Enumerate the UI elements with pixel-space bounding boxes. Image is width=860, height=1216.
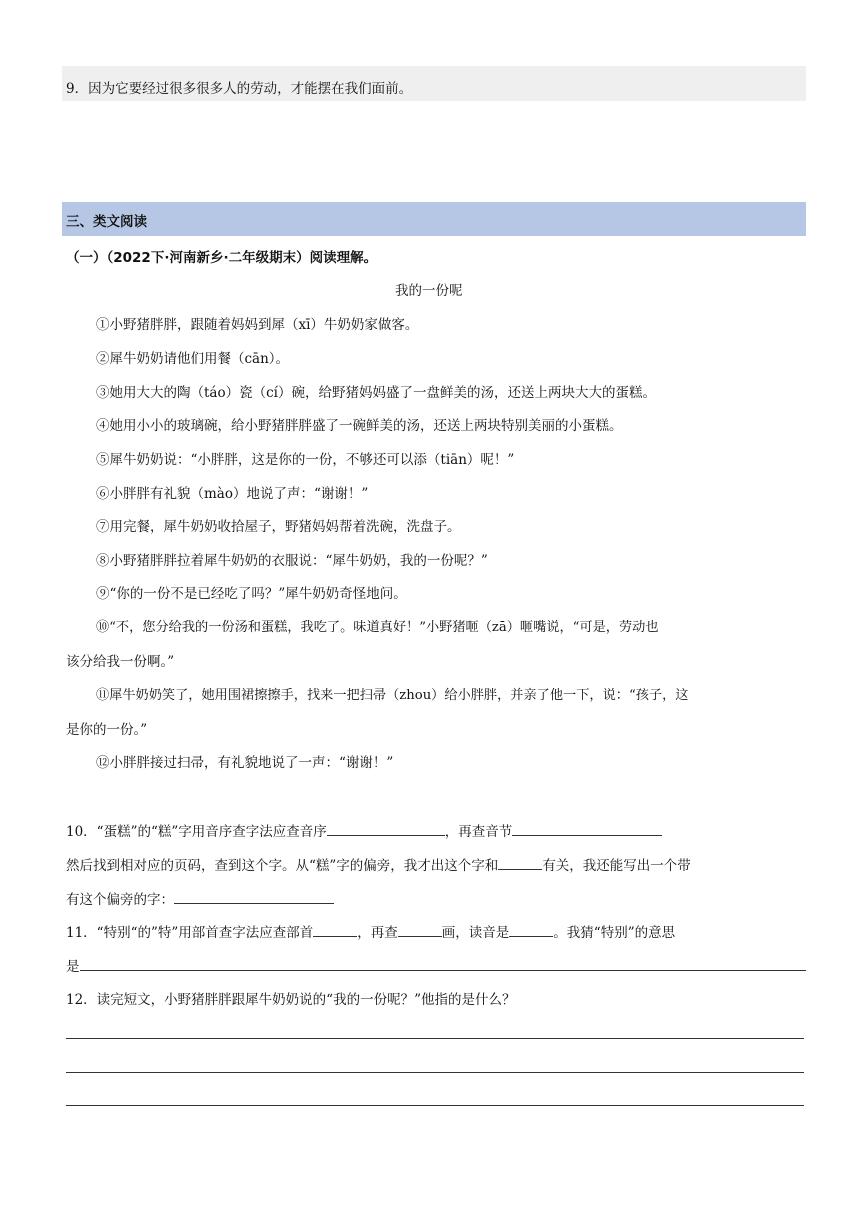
question-11-text-b: ，再查 [357, 925, 398, 941]
story-paragraph-10-line-1: ⑩“不，您分给我的一份汤和蛋糕，我吃了。味道真好！”小野猪咂（zā）咂嘴说，“可是，劳动也 [96, 620, 659, 635]
answer-line-3[interactable] [66, 1105, 804, 1106]
story-title: 我的一份呢 [395, 283, 463, 299]
section-title: 三、类文阅读 [66, 214, 147, 230]
question-11-text-e: 是 [66, 959, 80, 975]
question-11-line-2 [66, 955, 80, 975]
answer-line-2[interactable] [66, 1072, 804, 1073]
question-12-text: 12．读完短文，小野猪胖胖跟犀牛奶奶说的“我的一份呢？”他指的是什么？ [66, 992, 516, 1008]
question-11-line-1 [66, 921, 675, 941]
question-10-text-c: 然后找到相对应的页码，查到这个字。从“糕”字的偏旁，我才出这个字和 [66, 858, 499, 874]
answer-blank-yinjie[interactable] [512, 821, 662, 836]
question-10-text-b: ，再查音节 [444, 824, 513, 840]
answer-line-1[interactable] [66, 1038, 804, 1039]
question-10-line-3 [66, 888, 334, 908]
story-paragraph-7: ⑦用完餐，犀牛奶奶收拾屋子，野猪妈妈帮着洗碗，洗盘子。 [96, 519, 461, 535]
question-10-text-e: 有这个偏旁的字： [66, 892, 174, 908]
story-paragraph-12: ⑫小胖胖接过扫帚，有礼貌地说了一声：“谢谢！” [96, 755, 394, 771]
answer-blank-yinxu[interactable] [327, 821, 445, 836]
story-paragraph-11-line-1: ⑪犀牛奶奶笑了，她用围裙擦擦手，找来一把扫帚（zhou）给小胖胖，并亲了他一下，说：“孩子，这 [96, 688, 689, 703]
question-10-line-1 [66, 820, 662, 840]
answer-blank-character[interactable] [174, 889, 334, 904]
subsection-label: （一）（2022下·河南新乡·二年级期末）阅读理解。 [66, 250, 378, 266]
story-paragraph-6: ⑥小胖胖有礼貌（mào）地说了声：“谢谢！” [96, 486, 369, 502]
question-11-text-c: 画，读音是 [441, 925, 510, 941]
question-10-text-a: 10．“蛋糕”的“糕”字用音序查字法应查音序 [66, 824, 327, 840]
answer-blank-related[interactable] [498, 855, 542, 870]
story-paragraph-3: ③她用大大的陶（táo）瓷（cí）碗，给野猪妈妈盛了一盘鲜美的汤，还送上两块大大的蛋糕。 [96, 385, 656, 401]
story-paragraph-11-line-2: 是你的一份。” [66, 722, 148, 738]
answer-blank-bushou[interactable] [313, 922, 357, 937]
story-paragraph-4: ④她用小小的玻璃碗，给小野猪胖胖盛了一碗鲜美的汤，还送上两块特别美丽的小蛋糕。 [96, 418, 623, 434]
story-paragraph-10-line-2: 该分给我一份啊。” [66, 654, 175, 670]
question-9-text: 9．因为它要经过很多很多人的劳动，才能摆在我们面前。 [66, 81, 413, 97]
answer-blank-strokes[interactable] [398, 922, 442, 937]
section-header [62, 202, 806, 236]
story-paragraph-5: ⑤犀牛奶奶说：“小胖胖，这是你的一份，不够还可以添（tiān）呢！” [96, 452, 515, 468]
question-11-text-a: 11．“特别“的”特”用部首查字法应查部首 [66, 925, 314, 941]
story-paragraph-8: ⑧小野猪胖胖拉着犀牛奶奶的衣服说：“犀牛奶奶，我的一份呢？” [96, 553, 488, 569]
story-paragraph-2: ②犀牛奶奶请他们用餐（cān）。 [96, 351, 290, 367]
answer-blank-pinyin[interactable] [509, 922, 553, 937]
question-10-text-d: 有关，我还能写出一个带 [542, 858, 691, 874]
story-paragraph-1: ①小野猪胖胖，跟随着妈妈到犀（xī）牛奶奶家做客。 [96, 317, 419, 333]
question-11-text-d: 。我猜“特别”的意思 [553, 925, 676, 941]
answer-line-meaning[interactable] [80, 970, 806, 971]
question-10-line-2 [66, 854, 691, 874]
story-paragraph-9: ⑨“你的一份不是已经吃了吗？”犀牛奶奶奇怪地问。 [96, 586, 407, 602]
